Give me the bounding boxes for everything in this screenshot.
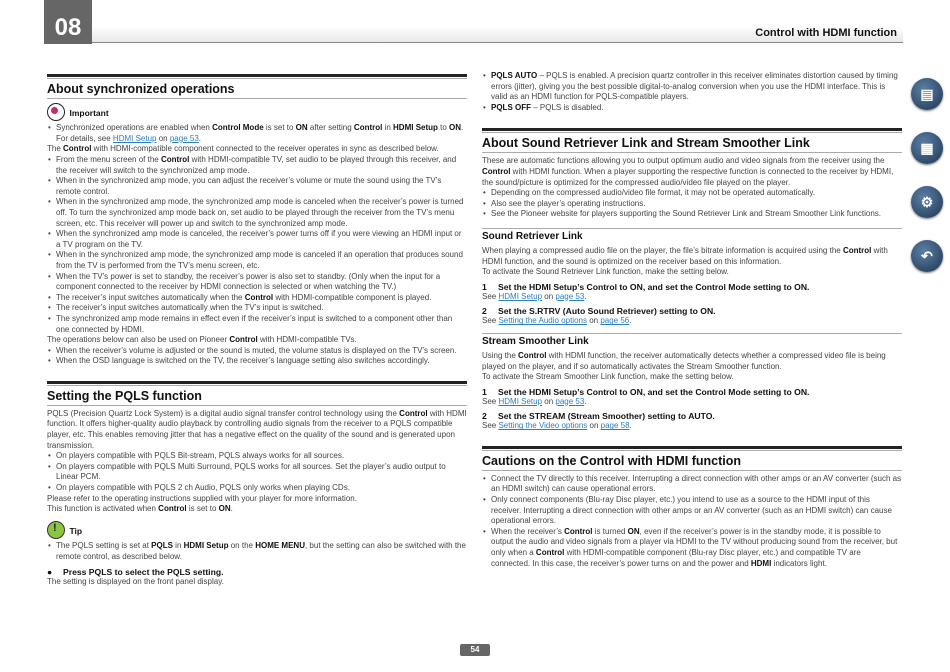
tip-list [47, 541, 467, 562]
ops-intro: The operations below can also be used on Pioneer Control with HDMI-compatible TVs. [47, 335, 357, 345]
press-pqls-desc: The setting is displayed on the front panel display. [47, 577, 224, 587]
sr-subtitle: Sound Retriever Link [482, 230, 583, 242]
page-number: 54 [460, 644, 490, 656]
ss-description: Using the Control with HDMI function, the receiver automatically detects whether a compressed video file is being played on the player, and if so automatically activates the Stream Smoother function. [482, 350, 886, 371]
srl-section-title: About Sound Retriever Link and Stream Smoother Link [482, 136, 810, 151]
list-item: • PQLS AUTO – PQLS is enabled. A precision quartz controller in this receiver eliminates distortion caused by timing errors (jitter), giving you the best possible digital-to-analog conversion when you use the HDMI interface. This is valid as an HDMI function for PQLS-compatible players. [482, 71, 902, 103]
cautions-section-title: Cautions on the Control with HDMI function [482, 453, 741, 468]
page-56-link[interactable]: page 56 [600, 316, 630, 326]
list-item: • When in the synchronized amp mode, the synchronized amp mode is canceled when the receiver’s power is turned off. To turn the synchronized amp mode back on, set audio to be played through the receiver from the TV’s menu screen, etc. This receiver will power up and switch to the synchronized amp mode. [47, 197, 467, 229]
sr-description: When playing a compressed audio file on the player, the file’s bitrate information is acquired using the Control with HDMI function, and the sound is optimized on the receiver based on this information. [482, 245, 888, 266]
list-item: • Synchronized operations are enabled when Control Mode is set to ON after setting Control in HDMI Setup to ON. For details, see HDMI Setup on page 53. [47, 123, 467, 144]
header-bar [92, 26, 903, 43]
sync-section-title: About synchronized operations [47, 82, 235, 96]
list-item: • When the synchronized amp mode is canceled, the receiver’s power turns off if you were viewing an HDMI input or a TV program on the TV. [47, 229, 467, 250]
ss-activate: To activate the Stream Smoother Link function, make the setting below. [482, 372, 734, 382]
list-item: • When the receiver’s volume is adjusted or the sound is muted, the volume status is displayed on the TV’s screen. [47, 346, 467, 357]
tools-icon[interactable]: ⚙ [911, 186, 943, 218]
list-item: • When in the synchronized amp mode, the synchronized amp mode is canceled if an operation that produces sound from the TV is performed from the TV’s menu screen, etc. [47, 250, 467, 271]
audio-options-link[interactable]: Setting the Audio options [498, 316, 587, 326]
page-53-link[interactable]: page 53 [555, 291, 585, 301]
page-53-link[interactable]: page 53 [169, 133, 199, 143]
remote-control-icon[interactable]: ▦ [911, 132, 943, 164]
pqls-description: PQLS (Precision Quartz Lock System) is a digital audio signal transfer control technology using the Control with HDMI function. It offers higher-quality audio playback by controlling audio signals from the receiver to a PQLS compatible player, etc. This enables removing jitter that has a negative effect on the quality of the sound and is generated upon transmission. [47, 408, 467, 450]
sync-intro: The Control with HDMI-compatible component connected to the receiver operates in sync as described below. [47, 144, 439, 154]
sr-activate: To activate the Sound Retriever Link function, make the setting below. [482, 267, 729, 277]
list-item: • Connect the TV directly to this receiver. Interrupting a direct connection with other amps or an AV converter (such as an HDMI switch) can cause operational errors. [482, 474, 902, 495]
list-item: • When the receiver’s Control is turned ON, even if the receiver’s power is in the standby mode, it is possible to output the audio and video signals from a player via HDMI to the TV without producing sound from the receiver, but only when a Control with HDMI-compatible component (Blu-ray Disc player, etc.) and compatible TV are connected. In this case, the receiver’s power turns on and the power and HDMI indicators light. [482, 527, 902, 569]
ss-step-2: 2 Set the STREAM (Stream Smoother) setting to AUTO. [482, 411, 715, 422]
srl-list [482, 188, 902, 220]
important-icon [47, 103, 65, 121]
page-title: Control with HDMI function [755, 27, 897, 39]
srl-description: These are automatic functions allowing you to output optimum audio and video signals from the receiver using the Control with HDMI function. When a player supporting the respective function is connected to the receiver by HDMI, the sound/picture is optimized for the compressed audio/video file played on the player. [482, 156, 894, 187]
pqls-refer: Please refer to the operating instructions supplied with your player for more information. [47, 493, 357, 503]
ss-subtitle: Stream Smoother Link [482, 335, 589, 347]
left-column [47, 74, 467, 588]
list-item: • Also see the player’s operating instructions. [482, 199, 902, 210]
video-options-link[interactable]: Setting the Video options [498, 421, 588, 431]
list-item: • See the Pioneer website for players supporting the Sound Retriever Link and Stream Smoother Link functions. [482, 209, 902, 220]
book-icon[interactable]: ▤ [911, 78, 943, 110]
hdmi-setup-link[interactable]: HDMI Setup [498, 291, 543, 301]
list-item: • On players compatible with PQLS Bit-stream, PQLS always works for all sources. [47, 451, 467, 462]
page-58-link[interactable]: page 58 [600, 421, 630, 431]
right-column: • PQLS AUTO – PQLS is enabled. A precision quartz controller in this receiver eliminates distortion caused by timing errors (jitter), giving you the best possible digital-to-analog conversion when you use the HDMI interface. This is valid as an HDMI function for PQLS-compatible players. • PQLS OFF – PQLS is disabled. About Sound Retriever Link and Stream Smoother Link These are automatic functions allowing you to output optimum audio and video signals from the receiver using the Control with HDMI function. When a player supporting the respective function is connected to the receiver by HDMI, the sound/picture is optimized for the compressed audio/video file played on the player. • Depending on the compressed audio/video file format, it may not be operated automatically. • Also see the player’s operating instructions. • See the Pioneer website for players supporting the Sound Retriever Link and Stream Smoother Link functions. Sound Retriever Link When playing a compressed audio file on the player, the file’s bitrate information is acquired using the Control with HDMI function, and the sound is optimized on the receiver based on this information. To activate the Sound Retriever Link function, make the setting below. 1 Set the HDMI Setup’s Control to ON, and set the Control Mode setting to ON. See HDMI Setup on page 53. 2 Set the S.RTRV (Auto Sound Retriever) setting to ON. See Setting the Audio options on page 56. Stream Smoother Link Using the Control with HDMI function, the receiver automatically detects whether a compressed video file is being played on the player, and if so automatically activates the Stream Smoother function. To activate the Stream Smoother Link function, make the setting below. 1 Set the HDMI Setup’s Control to ON, and set the Control Mode setting to ON. See HDMI Setup on page 53. 2 Set the STREAM (Stream Smoother) setting to AUTO. See Setting the Video options on page 58. Cautions on the Control with HDMI function • Connect the TV directly to this receiver. Interrupting a direct connection with other amps or an AV converter (such as an HDMI switch) can cause operational errors. • Only connect components (Blu-ray Disc player, etc.) you intend to use as a source to the HDMI input of this receiver. Interrupting a direct connection with other amps or an AV converter (such as an HDMI switch) can cause operational errors. • When the receiver’s Control is turned ON, even if the receiver’s power is in the standby mode, it is possible to output the audio and video signals from a player via HDMI to the TV without producing sound from the receiver, but only when a Control with HDMI-compatible component (Blu-ray Disc player, etc.) and compatible TV are connected. In this case, the receiver’s power turns on and the power and HDMI indicators light. [482, 71, 902, 569]
list-item: • When in the synchronized amp mode, you can adjust the receiver’s volume or mute the sound using the TV’s remote control. [47, 176, 467, 197]
pqls-options-list [482, 71, 902, 113]
pqls-section-title: Setting the PQLS function [47, 388, 202, 403]
hdmi-setup-link[interactable]: HDMI Setup [498, 396, 543, 406]
list-item: • The receiver’s input switches automatically when the Control with HDMI-compatible component is played. [47, 293, 467, 304]
important-heading: Important [47, 103, 467, 121]
ss-step-1: 1 Set the HDMI Setup’s Control to ON, and set the Control Mode setting to ON. [482, 386, 810, 397]
sr-step-1: 1 Set the HDMI Setup’s Control to ON, and set the Control Mode setting to ON. [482, 281, 810, 292]
list-item: • The PQLS setting is set at PQLS in HDMI Setup on the HOME MENU, but the setting can also be switched with the remote control, as described below. [47, 541, 467, 562]
list-item: • The receiver’s input switches automatically when the TV’s input is switched. [47, 303, 467, 314]
tip-icon [47, 521, 65, 539]
list-item: • From the menu screen of the Control with HDMI-compatible TV, set audio to be played through this receiver, and the receiver will switch to the synchronized amp mode. [47, 155, 467, 176]
list-item: • Depending on the compressed audio/video file format, it may not be operated automatically. [482, 188, 902, 199]
important-list [47, 123, 467, 144]
sr-step-2: 2 Set the S.RTRV (Auto Sound Retriever) setting to ON. [482, 306, 716, 317]
ops-list [47, 346, 467, 367]
list-item: • When the TV’s power is set to standby, the receiver’s power is also set to standby. (Only when the input for a component connected to the receiver by HDMI connection is selected or when watching the TV.) [47, 272, 467, 293]
list-item: • The synchronized amp mode remains in effect even if the receiver’s input is switched to a component other than one connected by HDMI. [47, 314, 467, 335]
page-53-link[interactable]: page 53 [555, 396, 585, 406]
list-item: • Only connect components (Blu-ray Disc player, etc.) you intend to use as a source to the HDMI input of this receiver. Interrupting a direct connection with other amps or an AV converter (such as an HDMI switch) can cause operational errors. [482, 495, 902, 527]
hdmi-setup-link[interactable]: HDMI Setup [112, 133, 157, 143]
list-item: • On players compatible with PQLS Multi Surround, PQLS works for all sources. Set the player’s audio output to Linear PCM. [47, 462, 467, 483]
press-pqls-step: ● Press PQLS to select the PQLS setting. [47, 567, 224, 578]
pqls-list [47, 451, 467, 493]
return-icon[interactable]: ↶ [911, 240, 943, 272]
cautions-list [482, 474, 902, 569]
chapter-tab: 08 [44, 0, 92, 44]
list-item: • PQLS OFF – PQLS is disabled. [482, 103, 902, 114]
list-item: • When the OSD language is switched on the TV, the receiver’s language setting also switches accordingly. [47, 356, 467, 367]
list-item: • On players compatible with PQLS 2 ch Audio, PQLS only works when playing CDs. [47, 483, 467, 494]
pqls-activation: This function is activated when Control is set to ON. [47, 504, 233, 514]
sync-list [47, 155, 467, 335]
tip-heading: ! Tip [47, 521, 467, 539]
